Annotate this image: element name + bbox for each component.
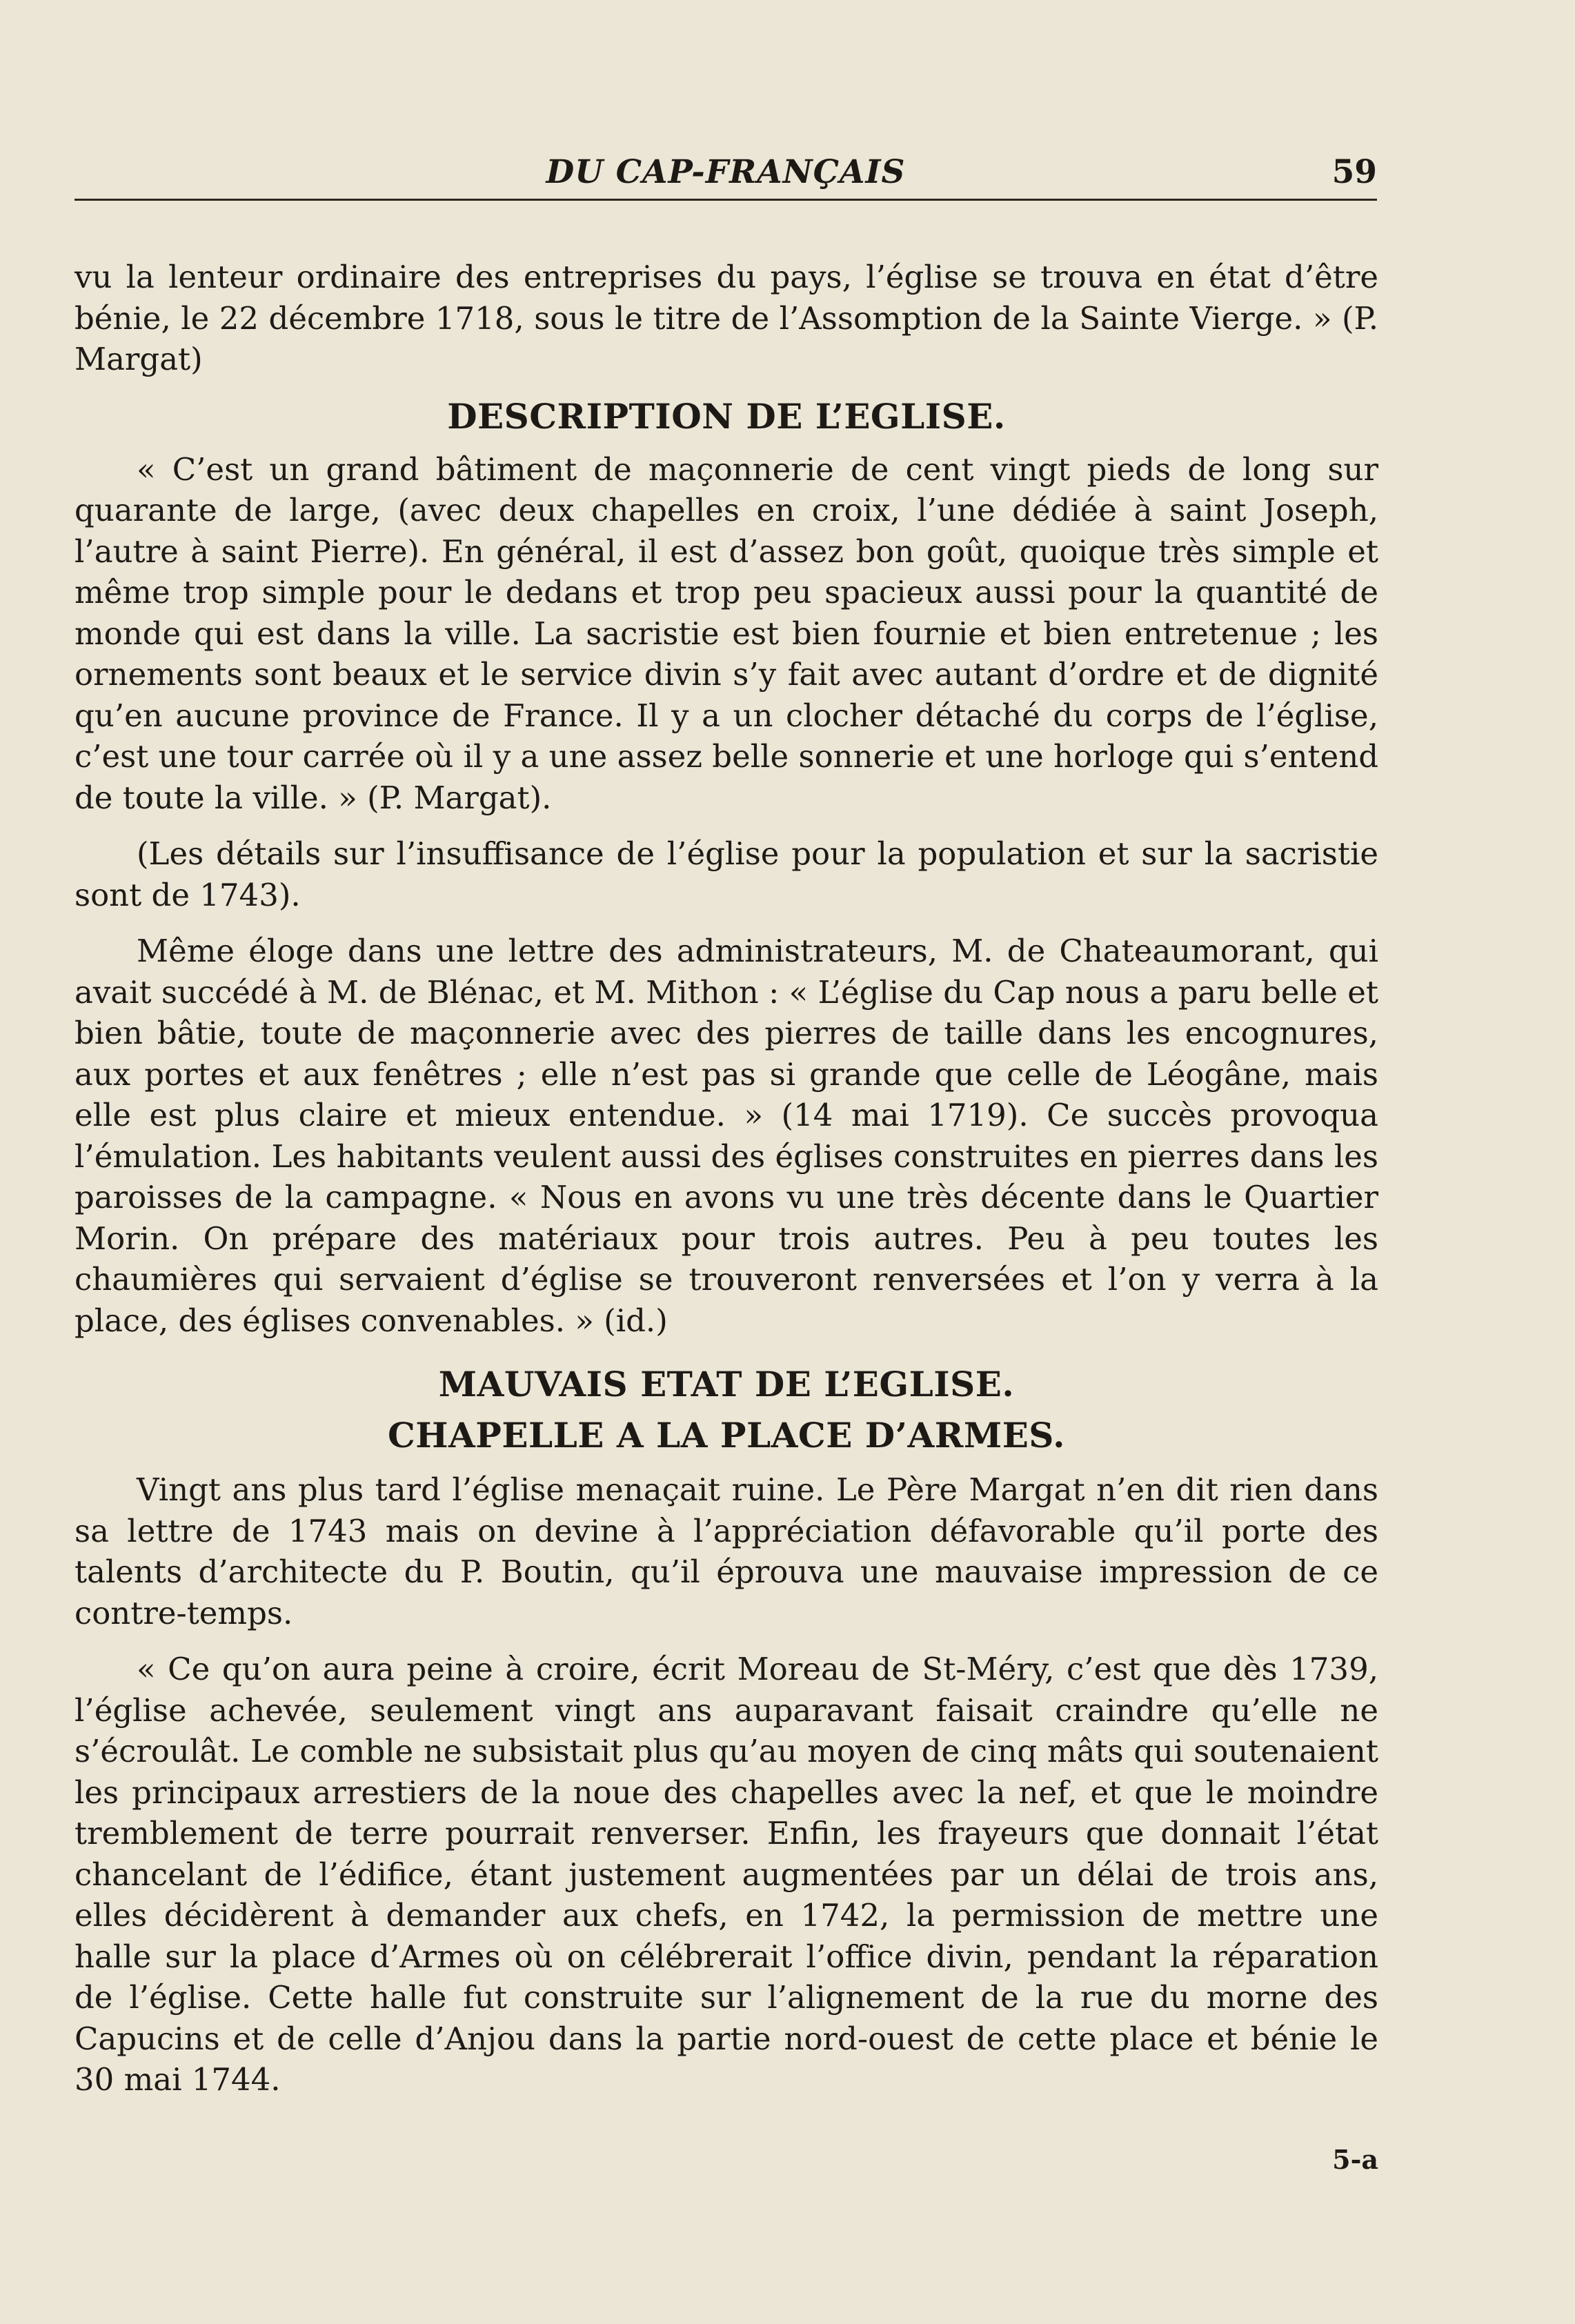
paragraph-5: Vingt ans plus tard l’église menaçait ruine. Le Père Margat n’en dit rien dans sa lettre de 1743 mais on devine à l’appréciation défavorable qu’il porte des talents d’architecte du P. Boutin, qu’il éprouva une mauvaise impression de ce contre-temps. <box>75 1471 1378 1631</box>
section-heading-description: DESCRIPTION DE L’EGLISE. <box>447 395 1006 437</box>
paragraph-6: « Ce qu’on aura peine à croire, écrit Moreau de St-Méry, c’est que dès 1739, l’église achevée, seulement vingt ans auparavant faisait craindre qu’elle ne s’écroulât. Le comble ne subsistait plus qu’au moyen de cinq mâts qui soutenaient les principaux arrestiers de la noue des chapelles avec la nef, et que le moindre tremblement de terre pourrait renverser. Enfin, les frayeurs que donnait l’état chancelant de l’édifice, étant justement augmentées par un délai de trois ans, elles décidèrent à demander aux chefs, en 1742, la permission de mettre une halle sur la place d’Armes où on célébrerait l’office divin, pendant la réparation de l’église. Cette halle fut construite sur l’alignement de la rue du morne des Capucins et de celle d’Anjou dans la partie nord-ouest de cette place et bénie le 30 mai 1744. <box>75 1651 1378 2098</box>
section-heading-mauvais-etat: MAUVAIS ETAT DE L’EGLISE. <box>438 1364 1015 1404</box>
running-head <box>75 146 1377 201</box>
paragraph-3: (Les détails sur l’insuffisance de l’église pour la population et sur la sacristie sont de 1743). <box>75 835 1378 913</box>
body-text <box>75 257 1378 2116</box>
printer-signature-mark: 5-a <box>1332 2144 1378 2175</box>
header-rule <box>75 199 1377 201</box>
paragraph-4: Même éloge dans une lettre des administrateurs, M. de Chateaumorant, qui avait succédé à M. de Blénac, et M. Mithon : « L’église du Cap nous a paru belle et bien bâtie, toute de maçonnerie avec des pierres de taille dans les encognures, aux portes et aux fenêtres ; elle n’est pas si grande que celle de Léogâne, mais elle est plus claire et mieux entendue. » (14 mai 1719). Ce succès provoqua l’émulation. Les habitants veulent aussi des églises construites en pierres dans les paroisses de la campagne. « Nous en avons vu une très décente dans le Quartier Morin. On prépare des matériaux pour trois autres. Peu à peu toutes les chaumières qui servaient d’église se trouveront renversées et l’on y verra à la place, des églises convenables. » (id.) <box>75 933 1378 1339</box>
running-title: DU CAP-FRANÇAIS <box>546 153 906 191</box>
paragraph-2: « C’est un grand bâtiment de maçonnerie de cent vingt pieds de long sur quarante de large, (avec deux chapelles en croix, l’une dédiée à saint Joseph, l’autre à saint Pierre). En général, il est d’assez bon goût, quoique très simple et même trop simple pour le dedans et trop peu spacieux aussi pour la quantité de monde qui est dans la ville. La sacristie est bien fournie et bien entretenue ; les ornements sont beaux et le service divin s’y fait avec autant d’ordre et de dignité qu’en aucune province de France. Il y a un clocher détaché du corps de l’église, c’est une tour carrée où il y a une assez belle sonnerie et une horloge qui s’entend de toute la ville. » (P. Margat). <box>75 450 1378 816</box>
section-heading-chapelle: CHAPELLE A LA PLACE D’ARMES. <box>387 1415 1066 1456</box>
paragraph-1: vu la lenteur ordinaire des entreprises du pays, l’église se trouva en état d’être bénie, le 22 décembre 1718, sous le titre de l’Assomption de la Sainte Vierge. » (P. Margat) <box>75 259 1378 377</box>
page-number: 59 <box>1331 153 1377 191</box>
